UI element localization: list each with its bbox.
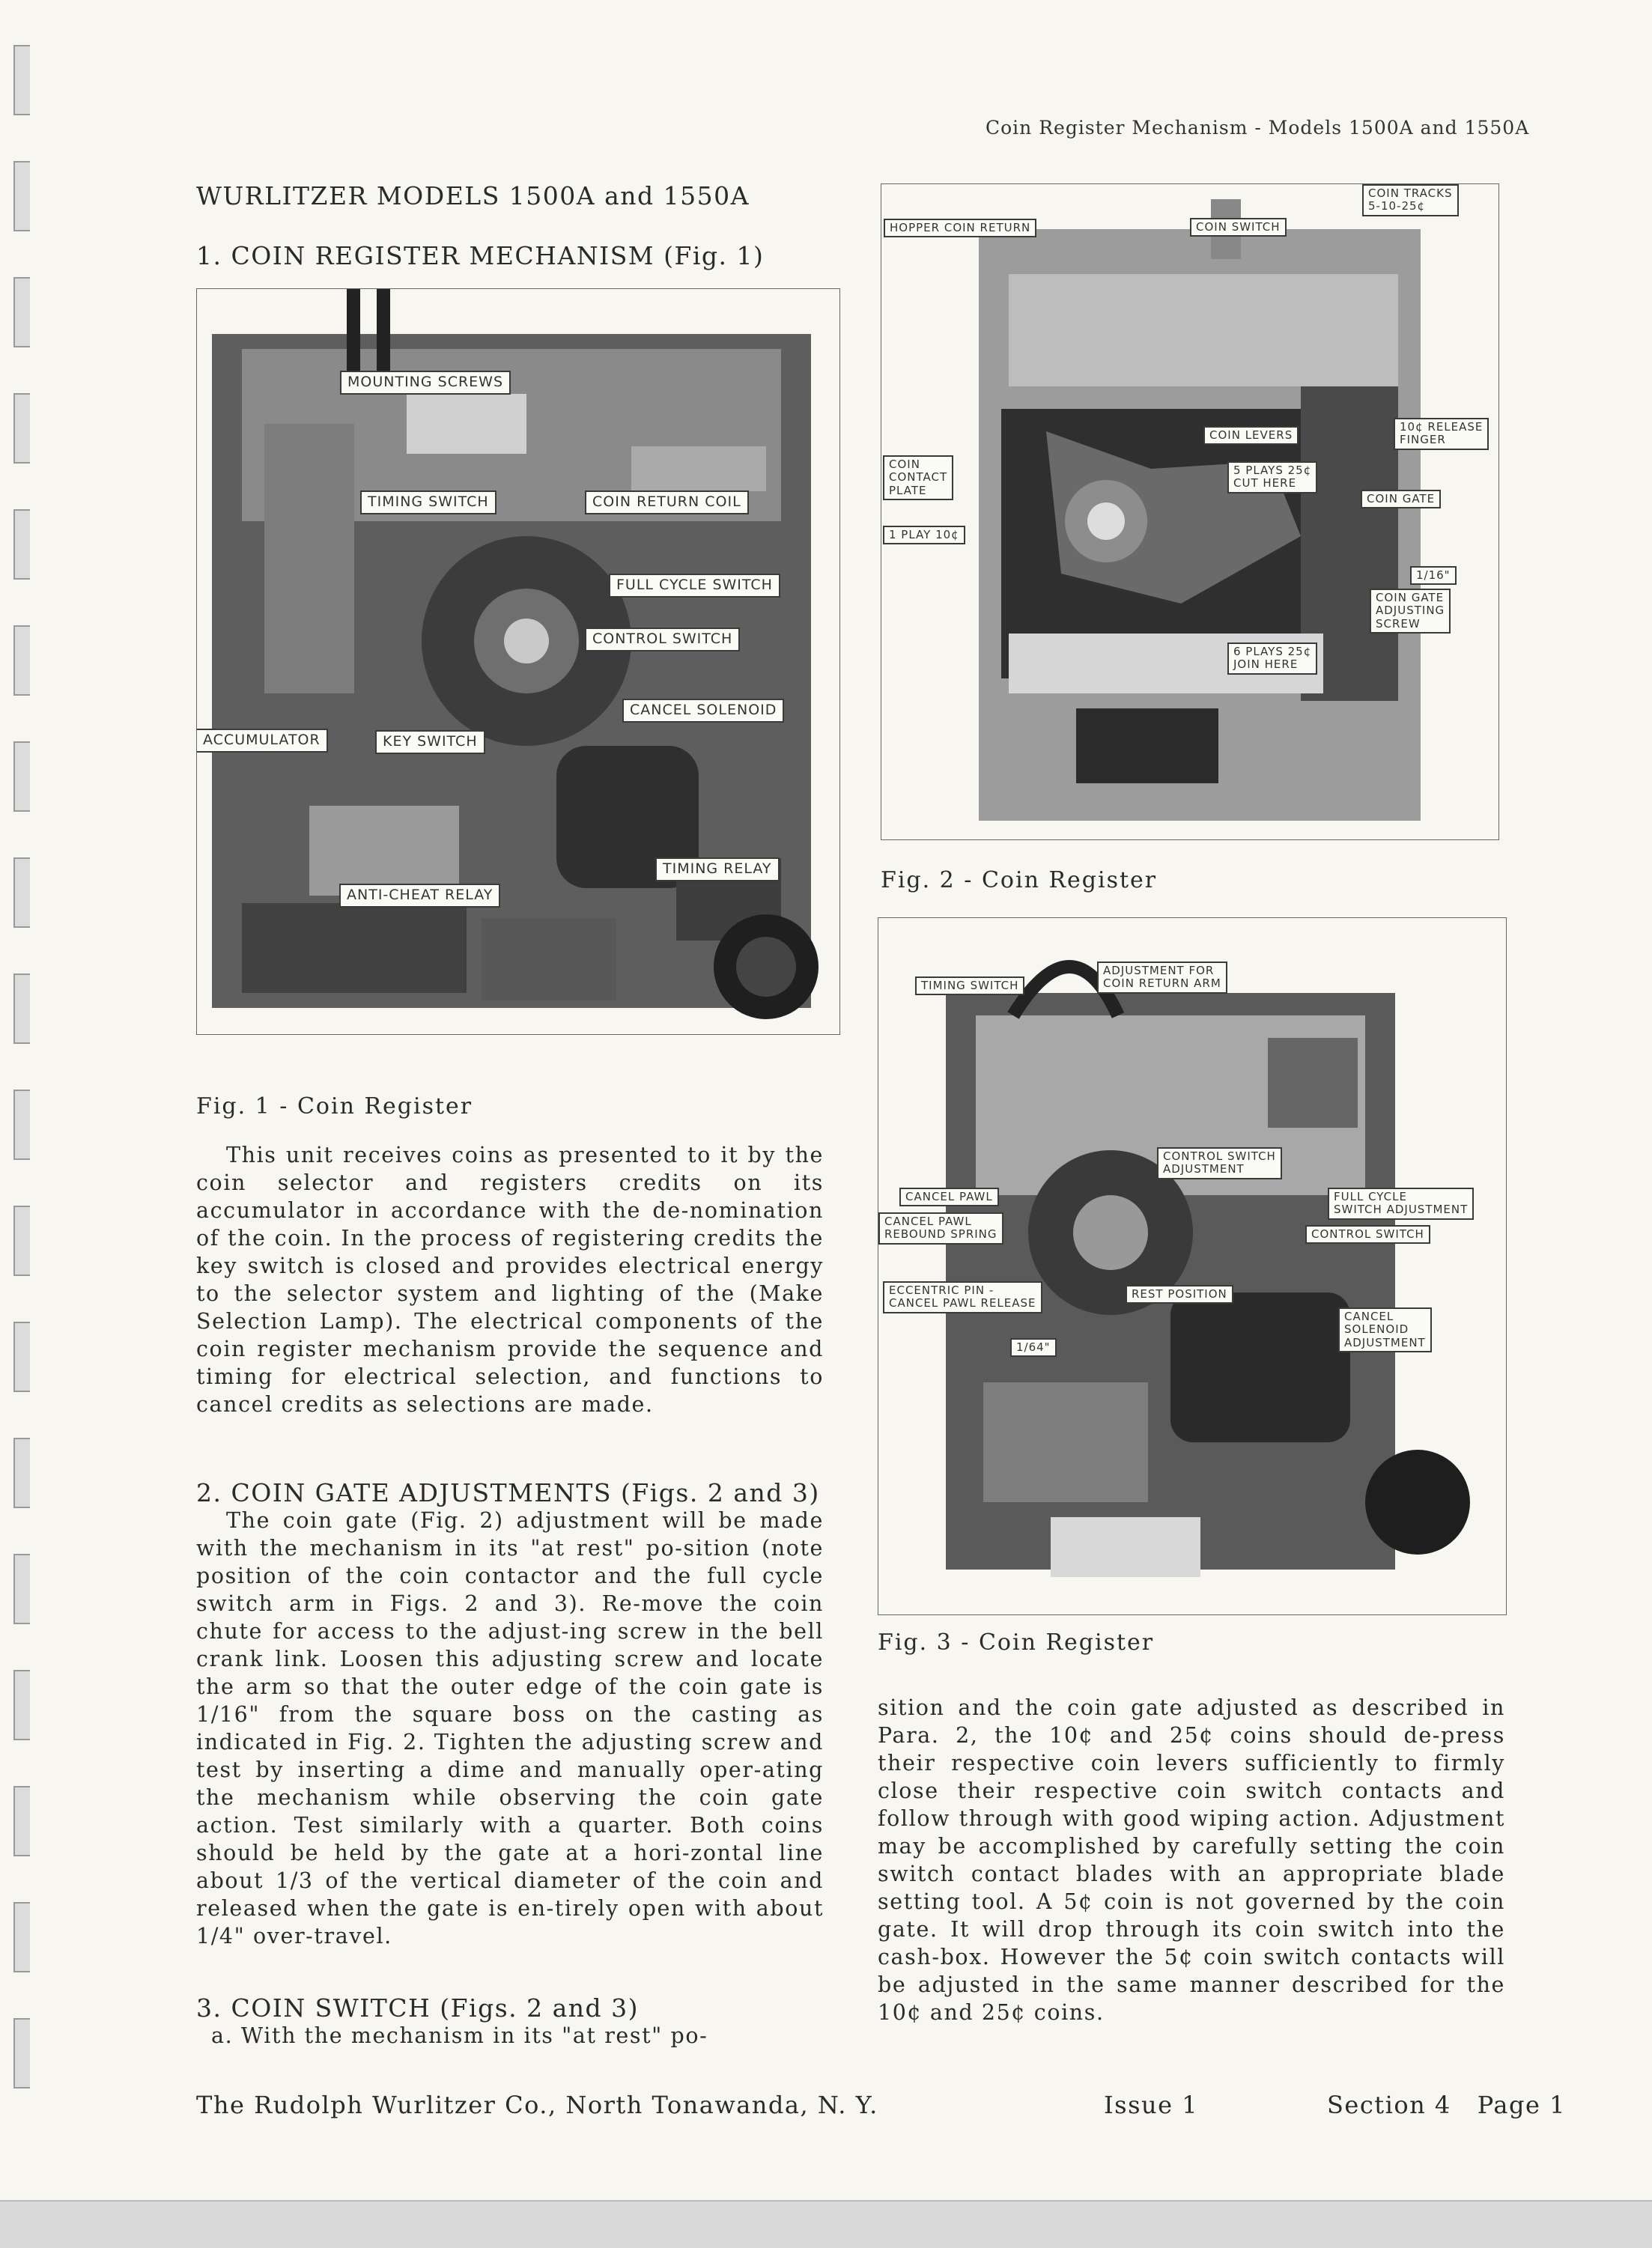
binding-hole [13,45,30,115]
binding-hole [13,509,30,580]
running-head: Coin Register Mechanism - Models 1500A and 1550A [986,117,1530,139]
footer-section-page: Section 4 Page 1 [1327,2091,1566,2119]
callout-cancel-pawl-rebound-spring: CANCEL PAWL REBOUND SPRING [878,1212,1003,1245]
paragraph-intro: This unit receives coins as presented to it by the coin selector and registers credits on its accumulator in accordance with the de-nomination of the coin. In the process of registering credits the key switch is closed and provides electrical energy to the selector system and lighting of the (Make Selection Lamp). The electrical components of the coin register mechanism provide the sequence and timing for electrical selection, and functions to cancel credits as selections are made. [196,1143,824,1417]
figure-3-caption: Fig. 3 - Coin Register [878,1629,1155,1656]
callout-coin-gate-adjusting-screw: COIN GATE ADJUSTING SCREW [1370,589,1451,634]
binding-hole [13,1554,30,1624]
callout-rest-position: REST POSITION [1126,1285,1233,1304]
callout-cancel-solenoid-adjustment: CANCEL SOLENOID ADJUSTMENT [1338,1307,1432,1352]
binding-hole [13,393,30,464]
scan-bottom-edge [0,2200,1652,2248]
binding-hole [13,1670,30,1740]
figure-2-caption: Fig. 2 - Coin Register [881,867,1158,893]
callout-one-sixtyfourth: 1/64" [1010,1338,1057,1357]
callout-coin-switch: COIN SWITCH [1190,218,1287,237]
binding-hole [13,973,30,1044]
callout-cancel-pawl: CANCEL PAWL [899,1188,999,1206]
callout-control-switch-fig3: CONTROL SWITCH [1305,1225,1430,1244]
binding-hole [13,1786,30,1856]
document-title: WURLITZER MODELS 1500A and 1550A [196,181,750,210]
callout-coin-return-coil: COIN RETURN COIL [585,490,749,514]
callout-coin-levers: COIN LEVERS [1203,426,1299,445]
callout-accumulator: ACCUMULATOR [196,729,328,753]
callout-control-switch: CONTROL SWITCH [585,628,740,651]
binding-holes [13,45,33,2142]
binding-hole [13,277,30,347]
footer-issue: Issue 1 [1104,2091,1199,2119]
coin-register-photo-3 [878,918,1506,1614]
binding-hole [13,857,30,928]
binding-hole [13,1902,30,1972]
binding-hole [13,1206,30,1276]
callout-timing-switch-fig3: TIMING SWITCH [915,976,1024,995]
callout-control-switch-adjustment: CONTROL SWITCH ADJUSTMENT [1157,1147,1282,1179]
paragraph-coin-switch-a: a. With the mechanism in its "at rest" po- [211,2023,708,2048]
figure-1-caption: Fig. 1 - Coin Register [196,1093,473,1120]
callout-1-play-10c: 1 PLAY 10¢ [883,526,965,544]
callout-one-sixteenth: 1/16" [1410,566,1457,585]
callout-10c-release-finger: 10¢ RELEASE FINGER [1394,418,1489,450]
binding-hole [13,741,30,812]
section-3-heading: 3. COIN SWITCH (Figs. 2 and 3) [196,1993,640,2023]
callout-mounting-screws: MOUNTING SCREWS [340,371,511,395]
callout-full-cycle-switch-adjustment: FULL CYCLE SWITCH ADJUSTMENT [1328,1188,1474,1220]
callout-anti-cheat-relay: ANTI-CHEAT RELAY [339,884,500,908]
callout-adjustment-coin-return-arm: ADJUSTMENT FOR COIN RETURN ARM [1097,962,1227,994]
figure-3-photo [878,917,1507,1615]
binding-hole [13,1322,30,1392]
paragraph-coin-gate: The coin gate (Fig. 2) adjustment will be made with the mechanism in its "at rest" po-sition (note position of the coin contactor and the full cycle switch arm in Figs. 2 and 3). Re-move the coin chute for access to the adjust-ing screw in the bell crank link. Loosen this adjusting screw and locate the arm so that the outer edge of the coin gate is 1/16" from the square boss on the casting as indicated in Fig. 2. Tighten the adjusting screw and test by inserting a dime and manually oper-ating the mechanism while observing the coin gate action. Test similarly with a quarter. Both coins should be held by the gate at a hori-zontal line about 1/3 of the vertical diameter of the coin and released when the gate is en-tirely open with about 1/4" over-travel. [196,1508,824,1948]
callout-full-cycle-switch: FULL CYCLE SWITCH [609,574,780,598]
callout-coin-contact-plate: COIN CONTACT PLATE [883,455,953,500]
binding-hole [13,161,30,231]
coin-register-photo-1 [197,289,839,1034]
binding-hole [13,1090,30,1160]
binding-hole [13,2018,30,2088]
footer-company: The Rudolph Wurlitzer Co., North Tonawanda, N. Y. [196,2091,878,2119]
callout-cancel-solenoid: CANCEL SOLENOID [622,699,784,723]
callout-coin-gate: COIN GATE [1361,490,1441,508]
figure-1-photo [196,288,840,1035]
callout-key-switch: KEY SWITCH [375,730,485,754]
section-2-heading: 2. COIN GATE ADJUSTMENTS (Figs. 2 and 3) [196,1478,820,1507]
callout-6-plays-join-here: 6 PLAYS 25¢ JOIN HERE [1227,642,1317,675]
figure-2-photo [881,183,1499,840]
section-1-heading: 1. COIN REGISTER MECHANISM (Fig. 1) [196,241,765,270]
coin-register-photo-2 [881,184,1498,839]
paragraph-coin-switch-continued: sition and the coin gate adjusted as described in Para. 2, the 10¢ and 25¢ coins should de-press their respective coin levers sufficiently to firmly close their respective coin switch contacts and follow through with good wiping action. Adjustment may be accomplished by carefully setting the coin switch contact blades with an appropriate blade setting tool. A 5¢ coin is not governed by the coin gate. It will drop through its coin switch into the cash-box. However the 5¢ coin switch contacts will be adjusted in the same manner described for the 10¢ and 25¢ coins. [878,1695,1505,2025]
callout-coin-tracks: COIN TRACKS 5-10-25¢ [1362,184,1459,216]
callout-hopper-coin-return: HOPPER COIN RETURN [884,219,1036,237]
binding-hole [13,625,30,696]
callout-timing-relay: TIMING RELAY [655,857,780,881]
callout-timing-switch: TIMING SWITCH [360,490,496,514]
callout-5-plays-cut-here: 5 PLAYS 25¢ CUT HERE [1227,461,1317,493]
callout-eccentric-pin: ECCENTRIC PIN - CANCEL PAWL RELEASE [883,1281,1042,1313]
binding-hole [13,1438,30,1508]
